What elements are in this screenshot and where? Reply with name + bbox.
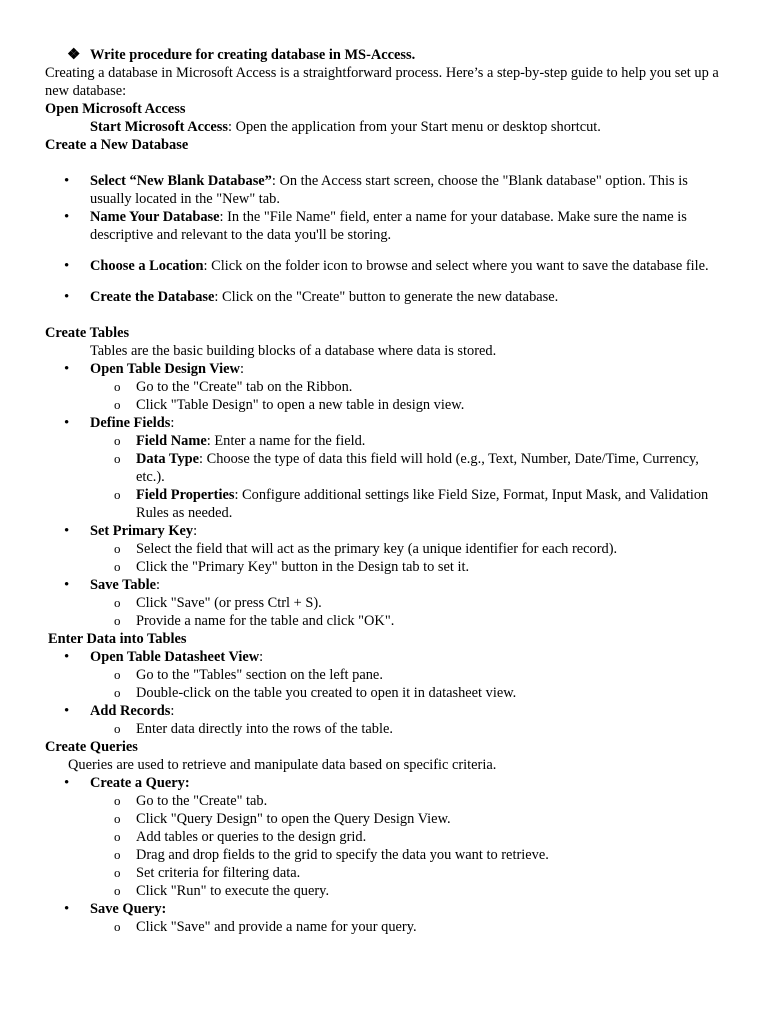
intro-paragraph: Creating a database in Microsoft Access is a straightforward process. Here’s a step-by-step guide to help you set up a new database: bbox=[45, 65, 719, 99]
heading-create-queries: Create Queries bbox=[45, 739, 138, 755]
item-label: Save Table bbox=[90, 577, 156, 593]
sub-item-text: Double-click on the table you created to open it in datasheet view. bbox=[136, 685, 517, 701]
sub-bullet-icon: o bbox=[114, 847, 121, 862]
list-item bbox=[0, 208, 768, 244]
list-item bbox=[0, 900, 768, 918]
sub-item-text: Provide a name for the table and click "OK". bbox=[136, 613, 395, 629]
item-label: Select “New Blank Database” bbox=[90, 173, 272, 189]
heading-enter-data: Enter Data into Tables bbox=[48, 631, 187, 647]
heading-create-database: Create a New Database bbox=[45, 137, 189, 153]
sub-bullet-icon: o bbox=[114, 559, 121, 574]
sub-list-item bbox=[0, 846, 768, 864]
sub-list-item bbox=[0, 486, 768, 522]
item-text: : Click on the "Create" button to generate the new database. bbox=[214, 289, 559, 305]
sub-bullet-icon: o bbox=[114, 397, 121, 412]
sub-item-text: Set criteria for filtering data. bbox=[136, 865, 301, 881]
sub-item-text: Click "Query Design" to open the Query Design View. bbox=[136, 811, 451, 827]
sub-bullet-icon: o bbox=[114, 883, 121, 898]
sub-list-item bbox=[0, 684, 768, 702]
sub-item-text: Click "Run" to execute the query. bbox=[136, 883, 330, 899]
list-item bbox=[0, 774, 768, 792]
list-item bbox=[0, 522, 768, 540]
sub-bullet-icon: o bbox=[114, 829, 121, 844]
list-item bbox=[0, 257, 768, 275]
item-text: : bbox=[259, 649, 264, 665]
bullet-icon: • bbox=[64, 209, 70, 225]
sub-list-item bbox=[0, 450, 768, 486]
sub-list-item bbox=[0, 792, 768, 810]
item-label: Open Table Design View bbox=[90, 361, 240, 377]
item-label: Create a Query: bbox=[90, 775, 190, 791]
sub-item-text: Select the field that will act as the primary key (a unique identifier for each record). bbox=[136, 541, 618, 557]
bullet-icon: • bbox=[64, 415, 70, 431]
heading-create-tables: Create Tables bbox=[45, 325, 130, 341]
document-title-text: Write procedure for creating database in MS-Access. bbox=[90, 47, 416, 63]
item-text: : bbox=[170, 415, 175, 431]
item-label: Save Query: bbox=[90, 901, 167, 917]
sub-item-label: Field Name bbox=[136, 433, 207, 449]
sub-list-item bbox=[0, 594, 768, 612]
sub-item-text: : Configure additional settings like Field Size, Format, Input Mask, and Validation Rules as needed. bbox=[136, 487, 709, 521]
sub-bullet-icon: o bbox=[114, 595, 121, 610]
sub-list-item bbox=[0, 612, 768, 630]
item-label: Set Primary Key bbox=[90, 523, 194, 539]
item-text: : Click on the folder icon to browse and select where you want to save the database file. bbox=[203, 258, 709, 274]
sub-bullet-icon: o bbox=[114, 487, 121, 502]
list-item bbox=[0, 576, 768, 594]
sub-item-text: : Choose the type of data this field will hold (e.g., Text, Number, Date/Time, Currency, etc.). bbox=[136, 451, 699, 485]
sub-list-item bbox=[0, 720, 768, 738]
sub-list-item bbox=[0, 432, 768, 450]
item-label: Add Records bbox=[90, 703, 171, 719]
item-label: Name Your Database bbox=[90, 209, 220, 225]
heading-open-access: Open Microsoft Access bbox=[45, 101, 186, 117]
bullet-icon: • bbox=[64, 361, 70, 377]
sub-bullet-icon: o bbox=[114, 919, 121, 934]
sub-bullet-icon: o bbox=[114, 541, 121, 556]
sub-list-item bbox=[0, 918, 768, 936]
section-intro: Queries are used to retrieve and manipulate data based on specific criteria. bbox=[68, 757, 497, 773]
sub-item-label: Data Type bbox=[136, 451, 200, 467]
sub-list-item bbox=[0, 540, 768, 558]
bullet-icon: • bbox=[64, 289, 70, 305]
item-text: : In the "File Name" field, enter a name for your database. Make sure the name is descriptive and relevant to the data you'll be storing. bbox=[90, 209, 687, 243]
sub-list-item bbox=[0, 666, 768, 684]
sub-list-item bbox=[0, 378, 768, 396]
sub-list-item bbox=[0, 864, 768, 882]
step-label: Start Microsoft Access bbox=[90, 119, 228, 135]
item-text: : bbox=[239, 361, 244, 377]
sub-bullet-icon: o bbox=[114, 451, 121, 466]
sub-bullet-icon: o bbox=[114, 865, 121, 880]
sub-item-text: Click "Save" and provide a name for your query. bbox=[136, 919, 417, 935]
bullet-icon: • bbox=[64, 173, 70, 189]
open-access-step bbox=[0, 118, 768, 136]
sub-bullet-icon: o bbox=[114, 433, 121, 448]
bullet-icon: • bbox=[64, 577, 70, 593]
bullet-icon: • bbox=[64, 523, 70, 539]
section-intro: Tables are the basic building blocks of a database where data is stored. bbox=[90, 343, 497, 359]
list-item bbox=[0, 702, 768, 720]
item-label: Choose a Location bbox=[90, 258, 204, 274]
sub-item-text: Click "Save" (or press Ctrl + S). bbox=[136, 595, 322, 611]
sub-bullet-icon: o bbox=[114, 667, 121, 682]
diamond-bullet-icon: ❖ bbox=[67, 47, 81, 63]
sub-list-item bbox=[0, 396, 768, 414]
item-text: : bbox=[170, 703, 175, 719]
list-item bbox=[0, 648, 768, 666]
sub-item-text: Enter data directly into the rows of the table. bbox=[136, 721, 393, 737]
sub-item-text: Click the "Primary Key" button in the Design tab to set it. bbox=[136, 559, 470, 575]
sub-bullet-icon: o bbox=[114, 685, 121, 700]
document-title bbox=[0, 46, 768, 64]
item-label: Create the Database bbox=[90, 289, 215, 305]
sub-bullet-icon: o bbox=[114, 793, 121, 808]
bullet-icon: • bbox=[64, 775, 70, 791]
item-text: : bbox=[155, 577, 160, 593]
sub-item-text: Go to the "Create" tab on the Ribbon. bbox=[136, 379, 353, 395]
list-item bbox=[0, 172, 768, 208]
sub-item-text: Go to the "Tables" section on the left pane. bbox=[136, 667, 383, 683]
list-item bbox=[0, 288, 768, 306]
bullet-icon: • bbox=[64, 649, 70, 665]
item-text: : On the Access start screen, choose the "Blank database" option. This is usually located in the "New" tab. bbox=[90, 173, 688, 207]
sub-item-text: Click "Table Design" to open a new table in design view. bbox=[136, 397, 465, 413]
item-text: : bbox=[193, 523, 198, 539]
sub-item-text: : Enter a name for the field. bbox=[206, 433, 366, 449]
list-item bbox=[0, 414, 768, 432]
sub-item-label: Field Properties bbox=[136, 487, 235, 503]
sub-list-item bbox=[0, 810, 768, 828]
sub-bullet-icon: o bbox=[114, 811, 121, 826]
bullet-icon: • bbox=[64, 901, 70, 917]
sub-list-item bbox=[0, 558, 768, 576]
sub-list-item bbox=[0, 828, 768, 846]
sub-list-item bbox=[0, 882, 768, 900]
step-text: : Open the application from your Start menu or desktop shortcut. bbox=[228, 119, 601, 135]
item-label: Open Table Datasheet View bbox=[90, 649, 260, 665]
sub-item-text: Drag and drop fields to the grid to specify the data you want to retrieve. bbox=[136, 847, 549, 863]
sub-bullet-icon: o bbox=[114, 721, 121, 736]
sub-item-text: Go to the "Create" tab. bbox=[136, 793, 268, 809]
list-item bbox=[0, 360, 768, 378]
sub-item-text: Add tables or queries to the design grid. bbox=[136, 829, 367, 845]
item-label: Define Fields bbox=[90, 415, 171, 431]
sub-bullet-icon: o bbox=[114, 613, 121, 628]
sub-bullet-icon: o bbox=[114, 379, 121, 394]
bullet-icon: • bbox=[64, 703, 70, 719]
bullet-icon: • bbox=[64, 258, 70, 274]
